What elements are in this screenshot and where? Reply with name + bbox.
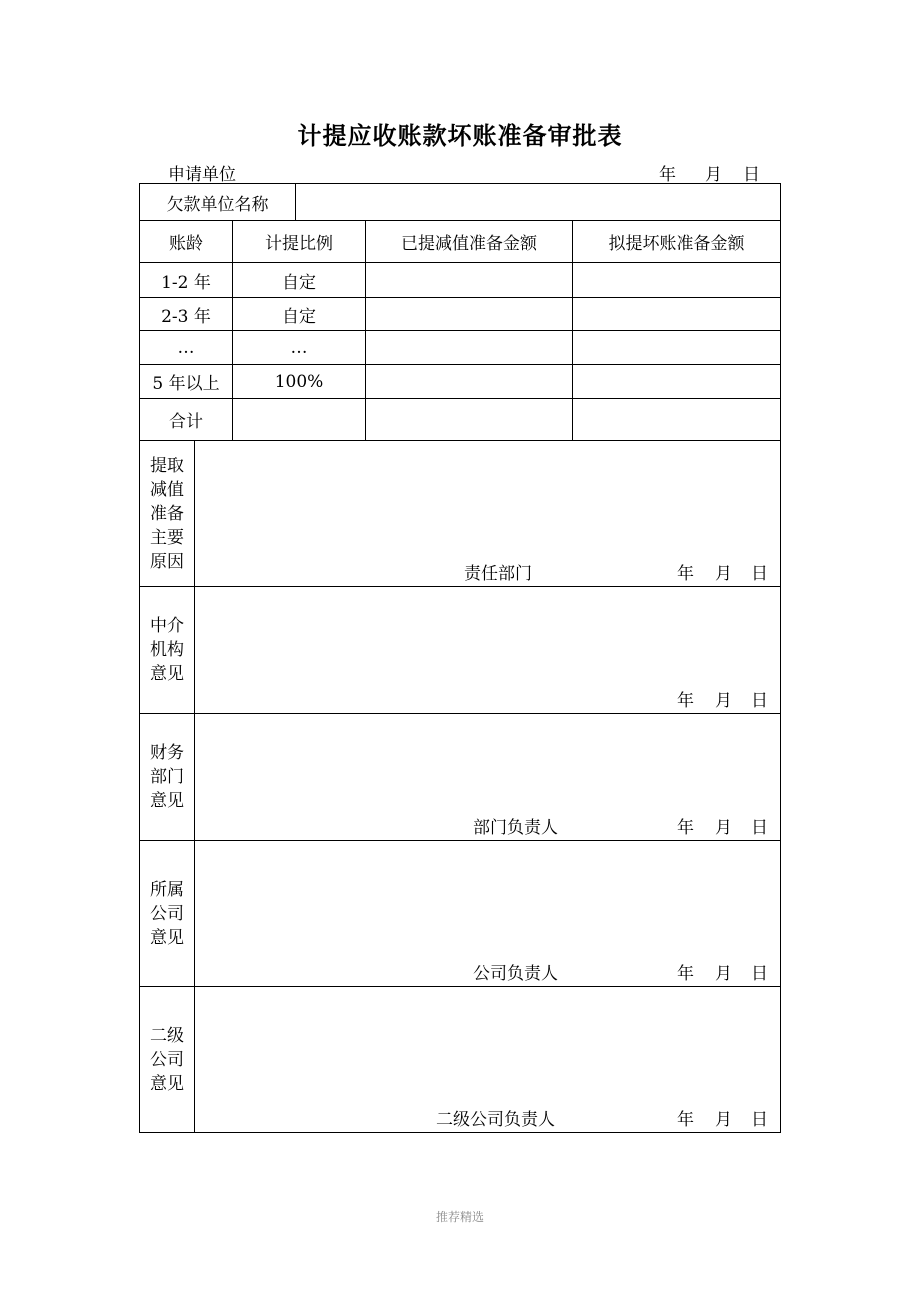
col-header-proposed-amount: 拟提坏账准备金额 bbox=[573, 221, 781, 263]
ratio-cell: 100% bbox=[233, 365, 366, 399]
applicant-label: 申请单位 bbox=[168, 165, 236, 185]
date-day: 日 bbox=[751, 564, 768, 584]
section-content-area[interactable] bbox=[195, 987, 781, 1133]
table-row bbox=[140, 263, 781, 298]
provided-amount-cell[interactable] bbox=[366, 263, 573, 298]
proposed-amount-cell[interactable] bbox=[573, 365, 781, 399]
age-cell: 2-3 年 bbox=[140, 298, 233, 331]
col-header-provided-amount: 已提减值准备金额 bbox=[366, 221, 573, 263]
proposed-amount-cell[interactable] bbox=[573, 263, 781, 298]
ratio-cell: … bbox=[233, 331, 366, 365]
section-label: 财务 部门 意见 bbox=[140, 714, 195, 841]
proposed-amount-cell[interactable] bbox=[573, 331, 781, 365]
debtor-label: 欠款单位名称 bbox=[140, 184, 296, 221]
total-provided-amount-cell[interactable] bbox=[366, 399, 573, 441]
age-cell: 5 年以上 bbox=[140, 365, 233, 399]
signer-label: 公司负责人 bbox=[473, 964, 558, 984]
date-year: 年 bbox=[677, 964, 694, 984]
section-content-area[interactable] bbox=[195, 714, 781, 841]
provided-amount-cell[interactable] bbox=[366, 298, 573, 331]
date-day: 日 bbox=[751, 818, 768, 838]
section-content-area[interactable] bbox=[195, 841, 781, 987]
col-header-age: 账龄 bbox=[140, 221, 233, 263]
table-row bbox=[140, 331, 781, 365]
date-year: 年 bbox=[659, 165, 676, 185]
page-title: 计提应收账款坏账准备审批表 bbox=[297, 122, 623, 150]
date-year: 年 bbox=[677, 691, 694, 711]
date-year: 年 bbox=[677, 1110, 694, 1130]
date-day: 日 bbox=[751, 691, 768, 711]
section-content-area[interactable] bbox=[195, 587, 781, 714]
age-cell: … bbox=[140, 331, 233, 365]
approval-form-table bbox=[139, 183, 781, 1133]
date-month: 月 bbox=[715, 964, 732, 984]
total-label: 合计 bbox=[140, 399, 233, 441]
section-intermediary bbox=[140, 587, 781, 714]
section-finance bbox=[140, 714, 781, 841]
section-label: 中介 机构 意见 bbox=[140, 587, 195, 714]
date-day: 日 bbox=[751, 1110, 768, 1130]
date-month: 月 bbox=[715, 1110, 732, 1130]
total-ratio-cell[interactable] bbox=[233, 399, 366, 441]
date-year: 年 bbox=[677, 818, 694, 838]
signer-label: 二级公司负责人 bbox=[436, 1110, 555, 1130]
section-company bbox=[140, 841, 781, 987]
date-month: 月 bbox=[715, 564, 732, 584]
ratio-cell: 自定 bbox=[233, 263, 366, 298]
date-month: 月 bbox=[705, 165, 722, 185]
page-footer: 推荐精选 bbox=[435, 1210, 484, 1224]
provided-amount-cell[interactable] bbox=[366, 365, 573, 399]
section-label: 二级 公司 意见 bbox=[140, 987, 195, 1133]
date-month: 月 bbox=[715, 818, 732, 838]
section-content-area[interactable] bbox=[195, 441, 781, 587]
section-label: 所属 公司 意见 bbox=[140, 841, 195, 987]
age-cell: 1-2 年 bbox=[140, 263, 233, 298]
signer-label: 部门负责人 bbox=[473, 818, 558, 838]
section-secondary-company bbox=[140, 987, 781, 1133]
ratio-cell: 自定 bbox=[233, 298, 366, 331]
date-month: 月 bbox=[715, 691, 732, 711]
table-row bbox=[140, 298, 781, 331]
section-label: 提取 减值 准备 主要 原因 bbox=[140, 441, 195, 587]
total-proposed-amount-cell[interactable] bbox=[573, 399, 781, 441]
date-year: 年 bbox=[677, 564, 694, 584]
table-row bbox=[140, 365, 781, 399]
provided-amount-cell[interactable] bbox=[366, 331, 573, 365]
section-reason bbox=[140, 441, 781, 587]
total-row bbox=[140, 399, 781, 441]
col-header-ratio: 计提比例 bbox=[233, 221, 366, 263]
debtor-value-cell[interactable] bbox=[296, 184, 781, 221]
signer-label: 责任部门 bbox=[464, 564, 532, 584]
proposed-amount-cell[interactable] bbox=[573, 298, 781, 331]
date-day: 日 bbox=[743, 165, 760, 185]
date-day: 日 bbox=[751, 964, 768, 984]
